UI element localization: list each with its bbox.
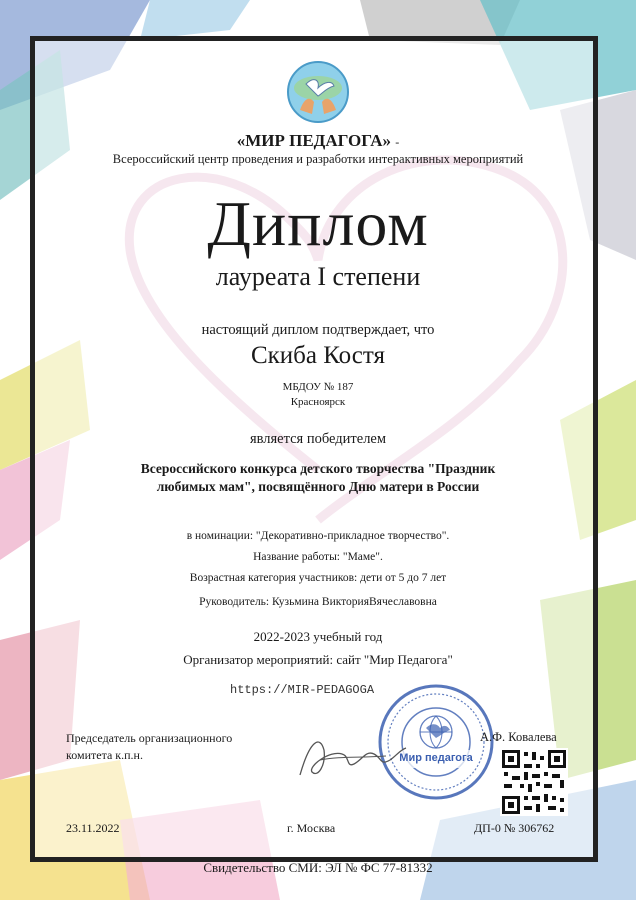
- website-url[interactable]: https://MIR-PEDAGOGA: [230, 683, 375, 697]
- work-title: Название работы: "Маме".: [253, 551, 383, 563]
- chair-line-1: Председатель организационного: [66, 731, 233, 745]
- organization-name: [0, 131, 636, 151]
- city: Красноярск: [290, 396, 346, 408]
- organization-dash: -: [395, 135, 400, 149]
- chair-name: А.Ф. Ковалева: [480, 730, 557, 744]
- contest-block: [0, 460, 636, 496]
- dove-hands-globe-icon: [284, 58, 352, 126]
- organization-name-text: «МИР ПЕДАГОГА»: [236, 131, 392, 150]
- media-certificate: Свидетельство СМИ: ЭЛ № ФС 77-81332: [203, 860, 433, 875]
- nomination: в номинации: "Декоративно-прикладное творчество".: [186, 530, 450, 542]
- winner-text: является победителем: [249, 431, 387, 447]
- supervisor: Руководитель: Кузьмина ВикторияВячеславовна: [199, 596, 437, 608]
- school-year: 2022-2023 учебный год: [253, 629, 383, 644]
- signature-icon: [290, 720, 410, 790]
- institution: МБДОУ № 187: [282, 381, 354, 393]
- confirm-text: настоящий диплом подтверждает, что: [201, 322, 435, 338]
- document-number: ДП-0 № 306762: [474, 821, 555, 835]
- stamp-label: Мир педагога: [399, 752, 473, 764]
- organizer: Организатор мероприятий: сайт "Мир Педагога": [183, 652, 453, 667]
- chair-title: [66, 730, 232, 764]
- issue-place: г. Москва: [287, 821, 336, 835]
- contest-name: Всероссийского конкурса детского творчества "Праздник любимых мам", посвящённого Дню матери в России: [140, 461, 496, 494]
- qr-code-icon[interactable]: [500, 748, 568, 816]
- age-category: Возрастная категория участников: дети от 5 до 7 лет: [189, 572, 447, 584]
- diploma-title: Диплом: [207, 188, 429, 259]
- diploma-degree: лауреата I степени: [215, 262, 421, 291]
- organization-subtitle: Всероссийский центр проведения и разработки интерактивных мероприятий: [112, 152, 524, 166]
- issue-date: 23.11.2022: [66, 821, 120, 835]
- recipient-name: Скиба Костя: [250, 342, 385, 369]
- chair-line-2: комитета к.п.н.: [66, 748, 143, 762]
